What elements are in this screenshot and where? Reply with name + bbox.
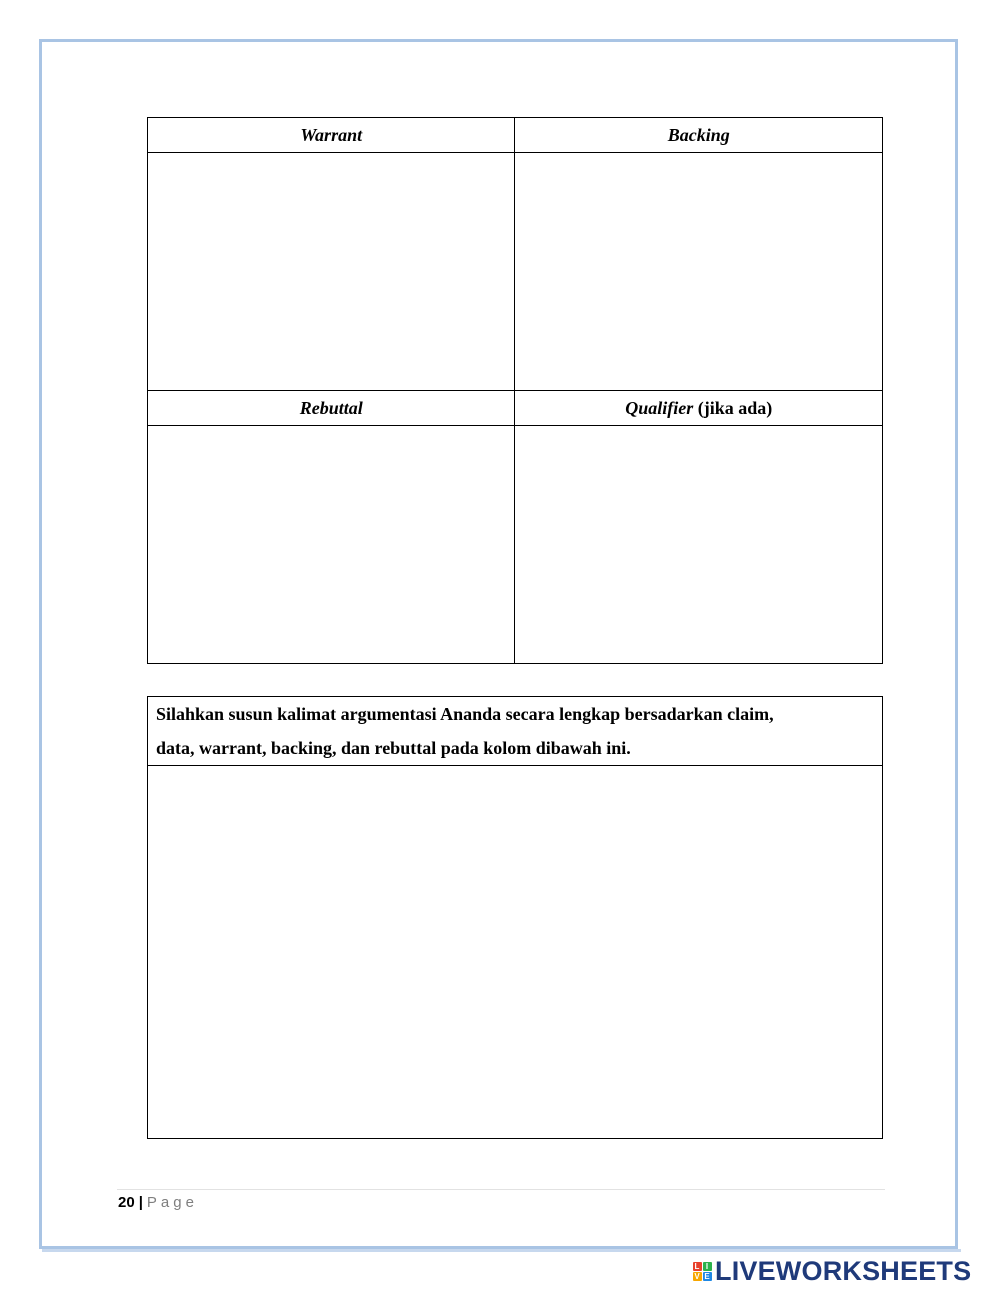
page-label: Page bbox=[146, 1194, 198, 1211]
liveworksheets-logo bbox=[692, 1257, 971, 1285]
backing-header: Backing bbox=[515, 118, 883, 153]
page-number: 20 bbox=[118, 1194, 135, 1211]
qualifier-answer-cell[interactable] bbox=[515, 426, 883, 664]
liveworksheets-icon: L I V E bbox=[694, 1261, 710, 1281]
warrant-header: Warrant bbox=[148, 118, 515, 153]
footer-divider bbox=[117, 1189, 885, 1190]
argument-prompt-line-2: data, warrant, backing, dan rebuttal pada kolom dibawah ini. bbox=[156, 738, 631, 758]
argument-table bbox=[147, 696, 883, 1139]
argument-prompt bbox=[148, 697, 883, 766]
backing-answer-cell[interactable] bbox=[515, 153, 883, 391]
page-border-shadow bbox=[42, 1249, 961, 1252]
footer-separator: | bbox=[138, 1194, 143, 1211]
warrant-answer-cell[interactable] bbox=[148, 153, 515, 391]
argument-answer-cell[interactable] bbox=[148, 766, 883, 1139]
liveworksheets-wordmark: LIVEWORKSHEETS bbox=[715, 1255, 972, 1286]
page-footer bbox=[118, 1194, 198, 1211]
toulmin-table bbox=[147, 117, 883, 664]
argument-prompt-line-1: Silahkan susun kalimat argumentasi Ananda secara lengkap bersadarkan claim, bbox=[156, 704, 774, 724]
qualifier-header: Qualifier (jika ada) bbox=[515, 391, 883, 426]
rebuttal-answer-cell[interactable] bbox=[148, 426, 515, 664]
rebuttal-header: Rebuttal bbox=[148, 391, 515, 426]
